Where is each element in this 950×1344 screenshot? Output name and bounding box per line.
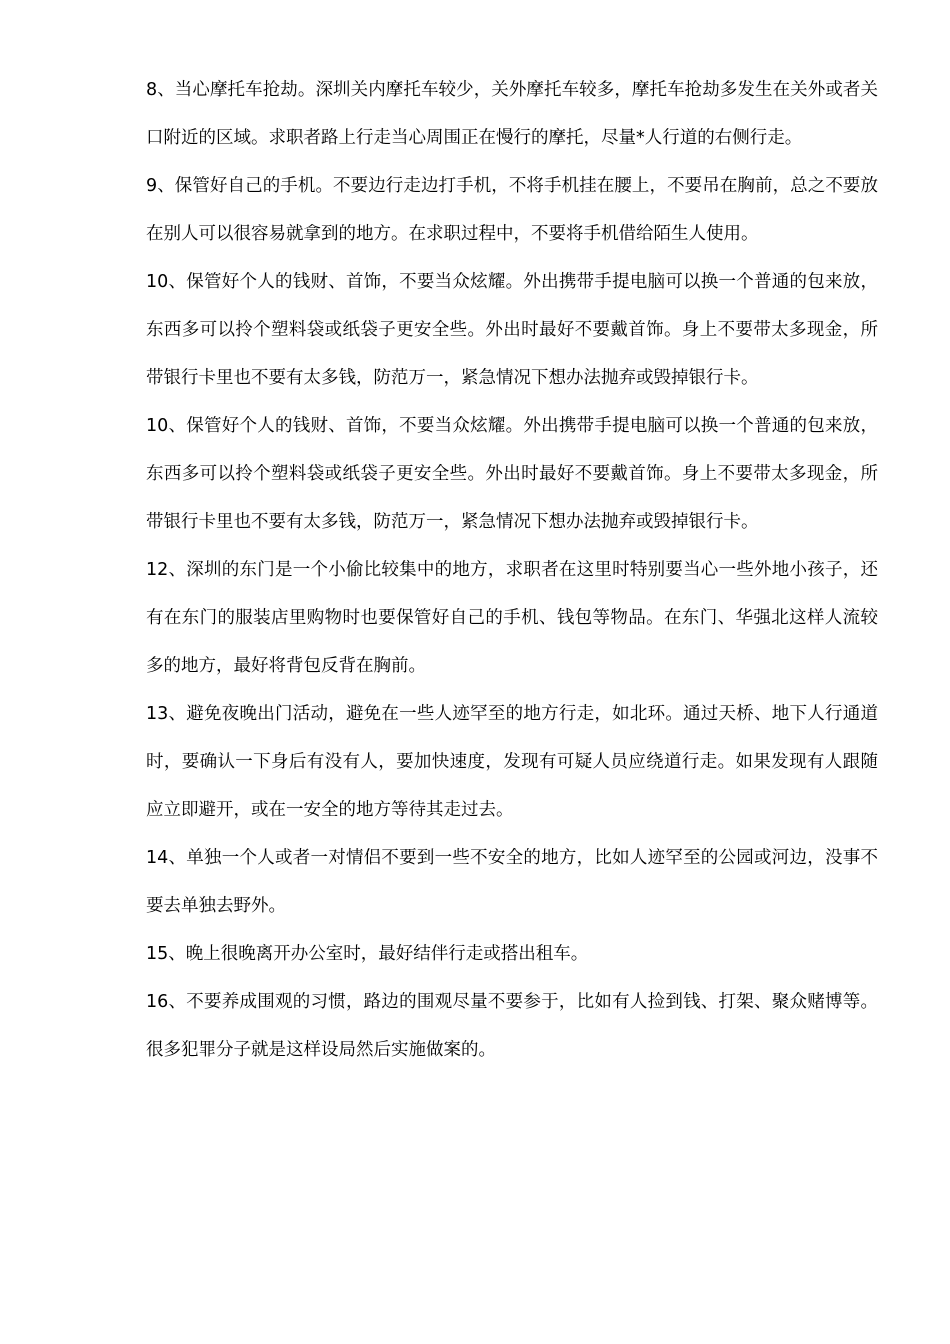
paragraph-item-9: 9、保管好自己的手机。不要边行走边打手机，不将手机挂在腰上，不要吊在胸前，总之不要放在别人可以很容易就拿到的地方。在求职过程中，不要将手机借给陌生人使用。 xyxy=(146,176,878,244)
paragraph-item-10b: 10、保管好个人的钱财、首饰，不要当众炫耀。外出携带手提电脑可以换一个普通的包来放，东西多可以拎个塑料袋或纸袋子更安全些。外出时最好不要戴首饰。身上不要带太多现金，所带银行卡里也不要有太多钱，防范万一，紧急情况下想办法抛弃或毁掉银行卡。 xyxy=(146,416,878,532)
paragraph-item-13: 13、避免夜晚出门活动，避免在一些人迹罕至的地方行走，如北环。通过天桥、地下人行通道时，要确认一下身后有没有人，要加快速度，发现有可疑人员应绕道行走。如果发现有人跟随应立即避开，或在一安全的地方等待其走过去。 xyxy=(146,704,878,820)
paragraph-item-15: 15、晚上很晚离开办公室时，最好结伴行走或搭出租车。 xyxy=(146,944,589,964)
paragraph-item-12: 12、深圳的东门是一个小偷比较集中的地方，求职者在这里时特别要当心一些外地小孩子，还有在东门的服装店里购物时也要保管好自己的手机、钱包等物品。在东门、华强北这样人流较多的地方，最好将背包反背在胸前。 xyxy=(146,560,878,676)
paragraph-item-14: 14、单独一个人或者一对情侣不要到一些不安全的地方，比如人迹罕至的公园或河边，没事不要去单独去野外。 xyxy=(146,848,878,916)
document-body xyxy=(146,66,878,1074)
paragraph-item-10a: 10、保管好个人的钱财、首饰，不要当众炫耀。外出携带手提电脑可以换一个普通的包来放，东西多可以拎个塑料袋或纸袋子更安全些。外出时最好不要戴首饰。身上不要带太多现金，所带银行卡里也不要有太多钱，防范万一，紧急情况下想办法抛弃或毁掉银行卡。 xyxy=(146,272,878,388)
paragraph-item-8: 8、当心摩托车抢劫。深圳关内摩托车较少，关外摩托车较多，摩托车抢劫多发生在关外或者关口附近的区域。求职者路上行走当心周围正在慢行的摩托，尽量*人行道的右侧行走。 xyxy=(146,80,878,148)
paragraph-item-16: 16、不要养成围观的习惯，路边的围观尽量不要参于，比如有人捡到钱、打架、聚众赌博等。很多犯罪分子就是这样设局然后实施做案的。 xyxy=(146,992,878,1060)
